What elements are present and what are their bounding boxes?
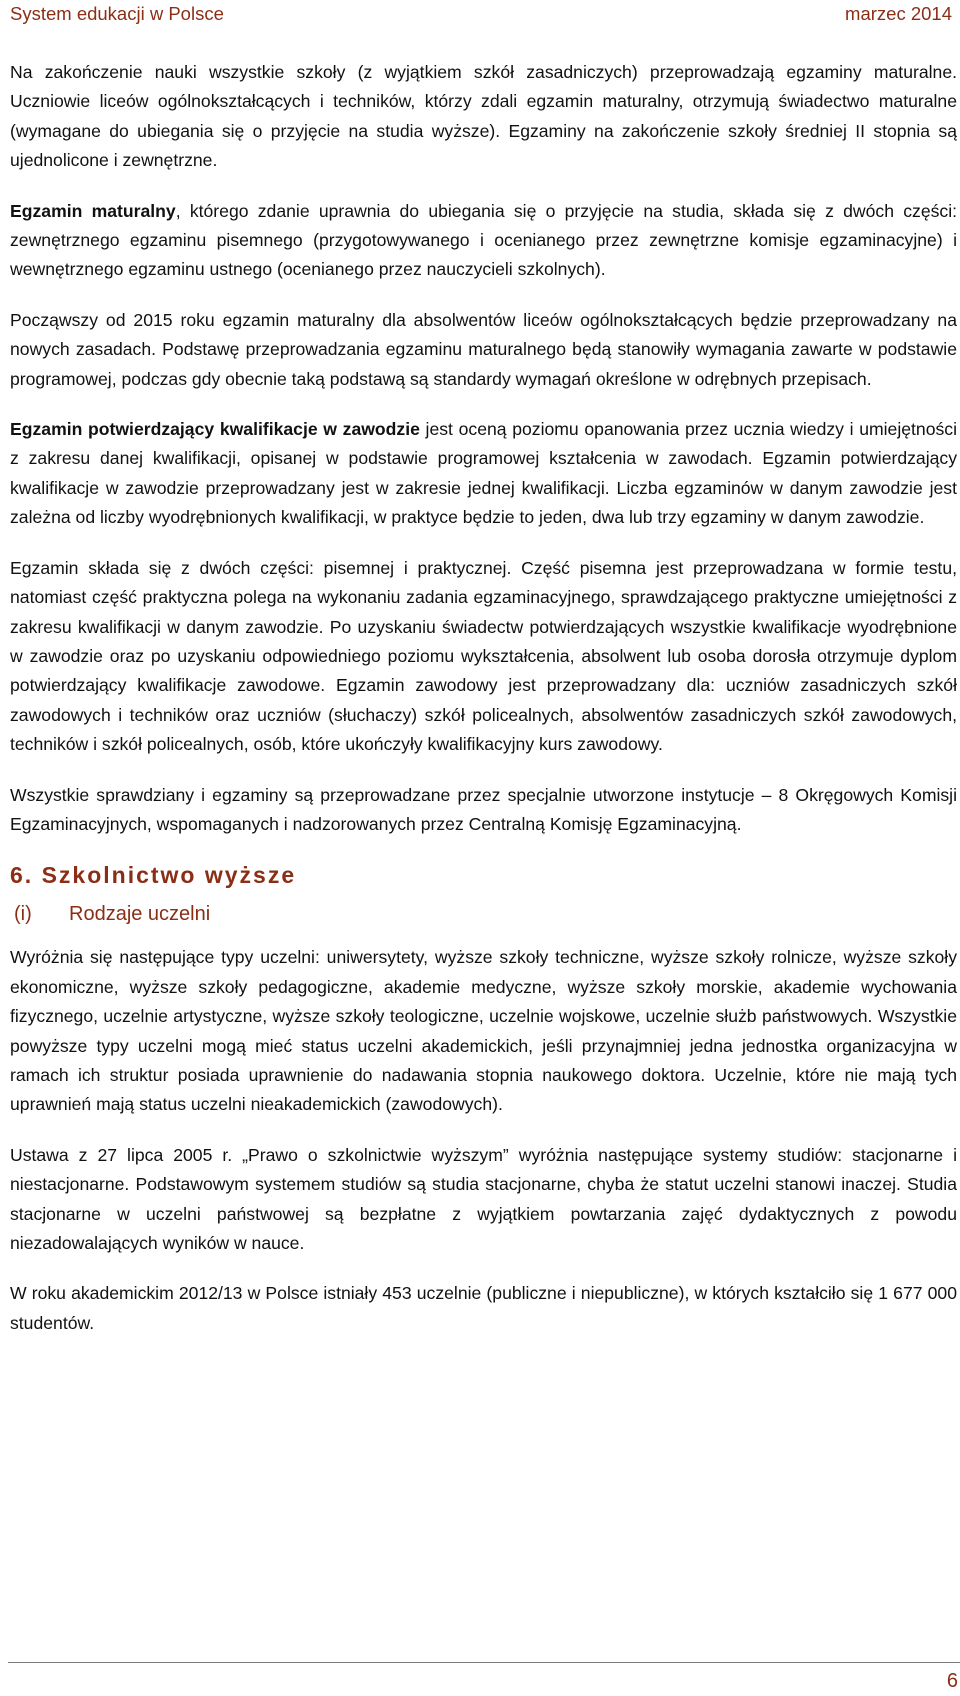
subsection-number: (i) (14, 903, 32, 926)
paragraph-text: Wyróżnia się następujące typy uczelni: uniwersytety, wyższe szkoły techniczne, wyższe szkoły rolnicze, wyższe szkoły ekonomiczne, wyższe szkoły pedagogiczne, akademie medyczne, wyższe szkoły morskie, akademie wychowania fizycznego, uczelnie artystyczne, wyższe szkoły teologiczne, uczelnie wojskowe, uczelnie służb państwowych. Wszystkie powyższe typy uczelni mogą mieć status uczelni akademickich, jeśli przynajmniej jedna jednostka organizacyjna w ramach ich struktur posiada uprawnienie do nadawania stopnia naukowego doktora. Uczelnie, które nie mają tych uprawnień mają status uczelni nieakademickich (zawodowych). (10, 947, 957, 1115)
paragraph-text: , którego zdanie uprawnia do ubiegania się o przyjęcie na studia, składa się z dwóch części: zewnętrznego egzaminu pisemnego (przygotowywanego i ocenianego przez zewnętrzne komisje egzaminacyjne) i wewnętrznego egzaminu ustnego (ocenianego przez nauczycieli szkolnych). (10, 200, 957, 280)
paragraph-study-systems (10, 1141, 957, 1259)
paragraph-text: Począwszy od 2015 roku egzamin maturalny dla absolwentów liceów ogólnokształcących będzie przeprowadzany na nowych zasadach. Podstawę przeprowadzania egzaminu maturalnego będą stanowiły wymagania zawarte w podstawie programowej, podczas gdy obecnie taką podstawą są standardy wymagań określone w odrębnych przepisach. (10, 309, 957, 389)
paragraph-matura-intro (10, 58, 957, 176)
paragraph-text: Wszystkie sprawdziany i egzaminy są przeprowadzane przez specjalnie utworzone instytucje – 8 Okręgowych Komisji Egzaminacyjnych, wspomaganych i nadzorowanych przez Centralną Komisję Egzaminacyjną. (10, 784, 957, 834)
subsection-heading (10, 900, 957, 928)
header-date: marzec 2014 (845, 3, 952, 24)
paragraph-university-types (10, 943, 957, 1119)
paragraph-exam-institutions (10, 781, 957, 840)
paragraph-text: Egzamin składa się z dwóch części: pisemnej i praktycznej. Część pisemna jest przeprowadzana w formie testu, natomiast część praktyczna polega na wykonaniu zadania egzaminacyjnego, sprawdzającego praktyczne umiejętności z zakresu kwalifikacji w danym zawodzie. Po uzyskaniu świadectw potwierdzających wszystkie kwalifikacje wyodrębnione w zawodzie oraz po uzyskaniu odpowiedniego poziomu wykształcenia, absolwent lub osoba dorosła otrzymuje dyplom potwierdzający kwalifikacje zawodowe. Egzamin zawodowy jest przeprowadzany dla: uczniów zasadniczych szkół zawodowych i techników oraz uczniów (słuchaczy) szkół policealnych, absolwentów zasadniczych szkół zawodowych, techników i szkół policealnych, osób, które ukończyły kwalifikacyjny kurs zawodowy. (10, 557, 957, 755)
paragraph-text: Na zakończenie nauki wszystkie szkoły (z wyjątkiem szkół zasadniczych) przeprowadzają egzaminy maturalne. Uczniowie liceów ogólnokształcących i techników, którzy zdali egzamin maturalny, otrzymują świadectwo maturalne (wymagane do ubiegania się o przyjęcie na studia wyższe). Egzaminy na zakończenie szkoły średniej II stopnia są ujednolicone i zewnętrzne. (10, 62, 957, 171)
section-heading (10, 860, 957, 890)
page-number: 6 (946, 1670, 958, 1692)
paragraph-lead-term: Egzamin potwierdzający kwalifikacje w zawodzie (10, 419, 420, 440)
paragraph-egzamin-zawodowy (10, 415, 957, 533)
paragraph-exam-parts (10, 554, 957, 760)
paragraph-matura-2015 (10, 306, 957, 394)
paragraph-text: jest oceną poziomu opanowania przez ucznia wiedzy i umiejętności z zakresu danej kwalifikacji, opisanej w podstawie programowej kształcenia w zawodach. Egzamin potwierdzający kwalifikacje w zawodzie przeprowadzany jest w zakresie jednej kwalifikacji. Liczba egzaminów w danym zawodzie jest zależna od liczby wyodrębnionych kwalifikacji, w praktyce będzie to jeden, dwa lub trzy egzaminy w danym zawodzie. (10, 419, 957, 528)
document-body (10, 58, 957, 1359)
paragraph-text: W roku akademickim 2012/13 w Polsce istniały 453 uczelnie (publiczne i niepubliczne), w których kształciło się 1 677 000 studentów. (10, 1283, 957, 1333)
paragraph-egzamin-maturalny (10, 197, 957, 285)
section-number: 6. (10, 862, 34, 889)
running-header (10, 2, 952, 26)
section-title: Szkolnictwo wyższe (41, 862, 297, 889)
paragraph-text: Ustawa z 27 lipca 2005 r. „Prawo o szkolnictwie wyższym” wyróżnia następujące systemy studiów: stacjonarne i niestacjonarne. Podstawowym systemem studiów są studia stacjonarne, chyba że statut uczelni stanowi inaczej. Studia stacjonarne w uczelni państwowej są bezpłatne z wyjątkiem powtarzania zajęć dydaktycznych z powodu niezadowalających wyników w nauce. (10, 1144, 957, 1253)
footer-divider (8, 1662, 960, 1663)
paragraph-university-statistics (10, 1279, 957, 1338)
paragraph-lead-term: Egzamin maturalny (10, 200, 176, 221)
subsection-title: Rodzaje uczelni (69, 903, 211, 926)
header-title: System edukacji w Polsce (10, 3, 224, 24)
